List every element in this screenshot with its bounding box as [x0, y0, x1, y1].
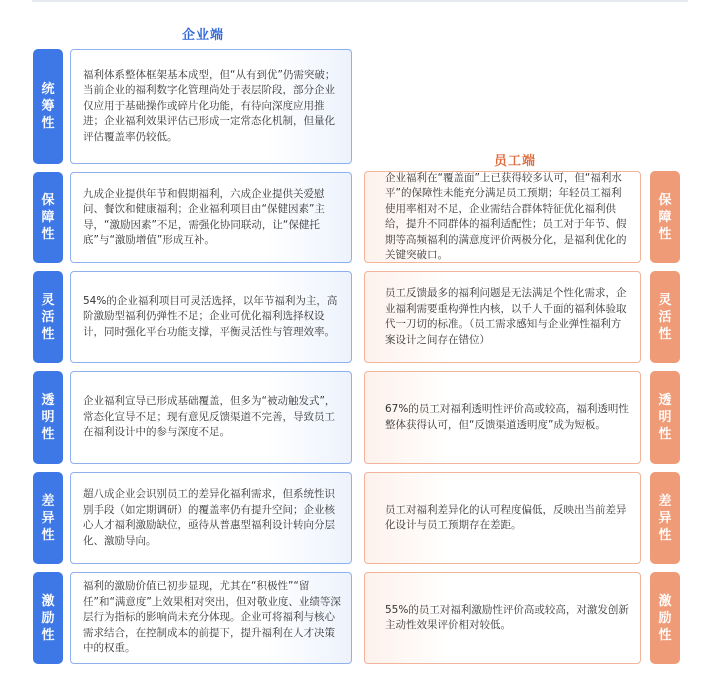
enterprise-box-flexibility: 54%的企业福利项目可灵活选择，以年节福利为主，高阶激励型福利仍弹性不足；企业可优化福利选择权设计，同时强化平台功能支撑，平衡灵活性与管理效率。 — [70, 271, 352, 363]
employee-box-flexibility: 员工反馈最多的福利问题是无法满足个性化需求，企业福利需要重构弹性内核，以千人千面的福利体验取代一刀切的标准。（员工需求感知与企业弹性福利方案设计之间存在错位） — [364, 271, 641, 363]
enterprise-tab-transparency: 透明性 — [33, 371, 63, 464]
enterprise-box-security: 九成企业提供年节和假期福利，六成企业提供关爱慰问、餐饮和健康福利；企业福利项目由“保健因素”主导，“激励因素”不足，需强化协同联动，让“保健托底”与“激励增值”形成互补。 — [70, 172, 352, 263]
enterprise-box-incentive: 福利的激励价值已初步显现，尤其在“积极性”“留任”和“满意度”上效果相对突出，但对敬业度、业绩等深层行为指标的影响尚未充分体现。企业可将福利与核心需求结合，在控制成本的前提下，提升福利在人才决策中的权重。 — [70, 572, 352, 664]
enterprise-box-coordination: 福利体系整体框架基本成型，但“从有到优”仍需突破；当前企业的福利数字化管理尚处于表层阶段，部分企业仅应用于基础操作或碎片化功能，有待向深度应用推进；企业福利效果评估已形成一定常态化机制，但量化评估覆盖率仍较低。 — [70, 49, 352, 164]
enterprise-box-transparency: 企业福利宣导已形成基础覆盖，但多为“被动触发式”，常态化宣导不足；现有意见反馈渠道不完善，导致员工在福利设计中的参与深度不足。 — [70, 371, 352, 464]
enterprise-tab-coordination: 统筹性 — [33, 49, 63, 164]
employee-tab-security: 保障性 — [650, 171, 680, 263]
employee-tab-flexibility: 灵活性 — [650, 271, 680, 363]
employee-tab-differentiation: 差异性 — [650, 472, 680, 564]
employee-tab-transparency: 透明性 — [650, 371, 680, 464]
employee-tab-incentive: 激励性 — [650, 572, 680, 664]
employee-column-title: 员工端 — [494, 154, 537, 169]
top-divider — [32, 0, 688, 2]
employee-box-security: 企业福利在“覆盖面”上已获得较多认可，但“福利水平”的保障性未能充分满足员工预期；年轻员工福利使用率相对不足，企业需结合群体特征优化福利供给，提升不同群体的福利适配性；员工对于年节、假期等高频福利的满意度评价两极分化，是福利优化的关键突破口。 — [364, 171, 641, 263]
enterprise-tab-flexibility: 灵活性 — [33, 271, 63, 363]
employee-box-transparency: 67%的员工对福利透明性评价高或较高，福利透明性整体获得认可，但“反馈渠道透明度”成为短板。 — [364, 371, 641, 464]
enterprise-tab-differentiation: 差异性 — [33, 472, 63, 564]
employee-box-incentive: 55%的员工对福利激励性评价高或较高，对激发创新主动性效果评价相对较低。 — [364, 572, 641, 664]
enterprise-tab-security: 保障性 — [33, 172, 63, 263]
enterprise-box-differentiation: 超八成企业会识别员工的差异化福利需求，但系统性识别手段（如定期调研）的覆盖率仍有提升空间；企业核心人才福利激励缺位，亟待从普惠型福利设计转向分层化、激励导向。 — [70, 472, 352, 564]
enterprise-tab-incentive: 激励性 — [33, 572, 63, 664]
employee-box-differentiation: 员工对福利差异化的认可程度偏低，反映出当前差异化设计与员工预期存在差距。 — [364, 472, 641, 564]
enterprise-column-title: 企业端 — [182, 28, 225, 43]
